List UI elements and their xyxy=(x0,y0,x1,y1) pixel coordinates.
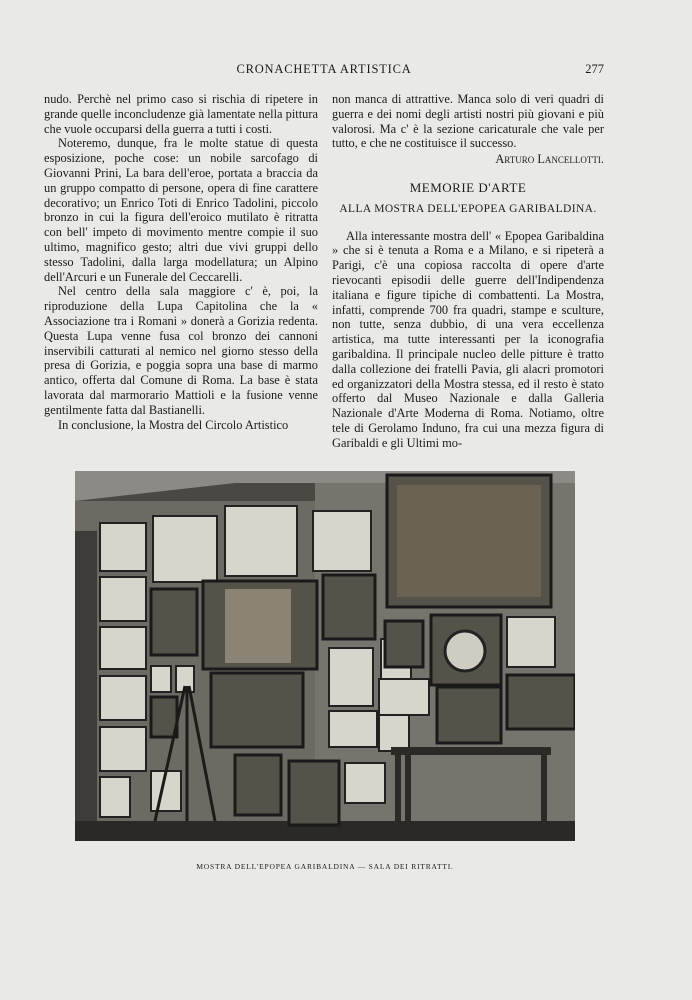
paragraph: nudo. Perchè nel primo caso si rischia di ripetere in grande quelle inconcludenze già lamentate nella pittura che vuole occuparsi della guerra a tutti i costi. xyxy=(44,92,318,136)
author-signature: Arturo Lancellotti. xyxy=(495,152,604,167)
page-number: 277 xyxy=(585,62,604,76)
exhibition-photo xyxy=(75,471,575,841)
right-column xyxy=(332,92,604,451)
photo-illustration xyxy=(75,471,575,841)
paragraph: Noteremo, dunque, fra le molte statue di questa esposizione, poche cose: un nobile sarcofago di Giovanni Prini, La bara dell'eroe, portata a braccia da un gruppo compatto di persone, opera di fine carattere decorativo; un Enrico Toti di Enrico Tadolini, piccolo bronzo in cui la figura dell'eroico mutilato è ritratta con bell' impeto di movimento mentre compie il suo ultimo, magnifico gesto; altri due vivi gruppi dello stesso Tadolini, dalla larga modellatura; un Alpino dell'Arcuri e un Funerale del Ceccarelli. xyxy=(44,136,318,284)
paragraph: In conclusione, la Mostra del Circolo Artistico xyxy=(58,417,289,432)
paragraph: Alla interessante mostra dell' « Epopea Garibaldina » che si è tenuta a Roma e a Milano, e si ripeterà a Parigi, c'è una copiosa raccolta di opere d'arte rievocanti episodii delle guerre dell'Indipendenza italiana e figure tipiche di combattenti. La Mostra, infatti, comprende 700 fra quadri, stampe e sculture, non tutte, senza dubbio, di una vera eccellenza artistica, ma tutte interessanti per la iconografia garibaldina. Il principale nucleo delle pitture è tratto dalla collezione dei fratelli Pavia, gli alacri promotori ed organizzatori della Mostra stessa, ed il resto è stato offerto dal Museo Nazionale e dalla Galleria Nazionale d'Arte Moderna di Roma. Notiamo, oltre tele di Gerolamo Induno, fra cui una mezza figura di Garibaldi e gli Ultimi mo- xyxy=(332,228,604,450)
left-column xyxy=(44,92,318,432)
paragraph: Nel centro della sala maggiore c' è, poi, la riproduzione della Lupa Capitolina che la « Associazione tra i Romani » donerà a Gorizia redenta. Questa Lupa venne fusa col bronzo dei cannoni inservibili catturati al nemico nel giorno stesso della presa di Gorizia, e poggia sopra una base di marmo antico, offerta dal Comune di Roma. La base è stata lavorata dal marmorario Mattioli e la fusione venne gentilmente fatta dal Bastianelli. xyxy=(44,284,318,417)
running-title: CRONACHETTA ARTISTICA xyxy=(236,62,412,76)
section-subtitle: ALLA MOSTRA DELL'EPOPEA GARIBALDINA. xyxy=(339,202,597,215)
section-title: MEMORIE D'ARTE xyxy=(409,179,527,195)
figure-caption: MOSTRA DELL'EPOPEA GARIBALDINA — SALA DEI RITRATTI. xyxy=(196,862,454,871)
paragraph: non manca di attrattive. Manca solo di veri quadri di guerra e dei nomi degli artisti nostri più giovani e più valorosi. Ma c' è la sezione caricaturale che vale per tutto, e che ne costituisce il successo. xyxy=(332,92,604,151)
page-header xyxy=(44,62,604,78)
